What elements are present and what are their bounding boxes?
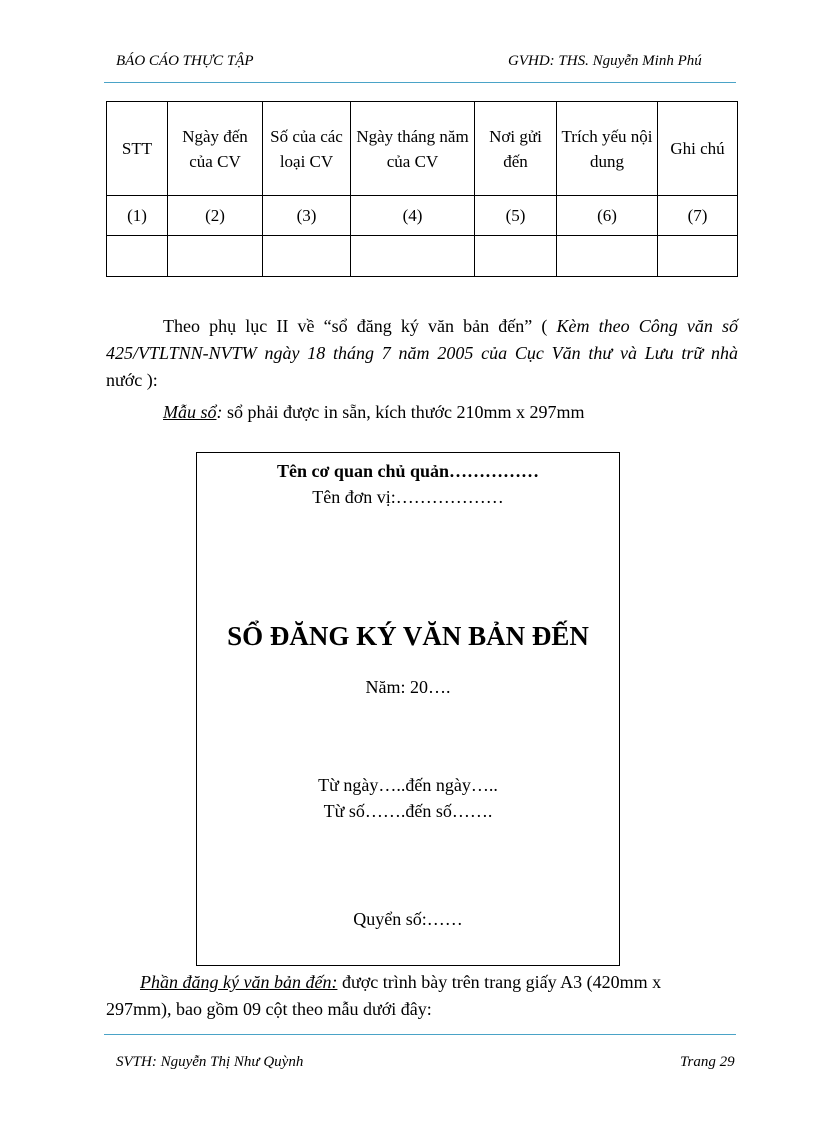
appendix-reference-a: Kèm theo Công văn số bbox=[556, 316, 738, 336]
book-sample-paragraph bbox=[163, 399, 743, 426]
register-title: SỔ ĐĂNG KÝ VĂN BẢN ĐẾN bbox=[227, 621, 589, 651]
appendix-reference-b: 425/VTLTNN-NVTW ngày 18 tháng 7 năm 2005 của Cục Văn thư và Lưu trữ nhà bbox=[106, 343, 738, 363]
table-number-cell: (5) bbox=[475, 196, 557, 236]
register-cover-form bbox=[196, 452, 620, 966]
appendix-lead: Theo phụ lục II về “sổ đăng ký văn bản đến” ( bbox=[163, 316, 557, 336]
table-empty-cell bbox=[351, 236, 475, 277]
volume-line: Quyển số:…… bbox=[353, 909, 463, 929]
date-range-line: Từ ngày…..đến ngày….. bbox=[318, 775, 498, 795]
table-empty-cell bbox=[658, 236, 738, 277]
table-number-cell: (1) bbox=[107, 196, 168, 236]
table-header-cell: Nơi gửi đến bbox=[475, 102, 557, 196]
table-header-cell: Ghi chú bbox=[658, 102, 738, 196]
document-register-table bbox=[106, 101, 738, 277]
appendix-tail: nước ): bbox=[106, 370, 158, 390]
number-range-line: Từ số…….đến số……. bbox=[323, 801, 493, 821]
header-right: GVHD: THS. Nguyễn Minh Phú bbox=[508, 53, 702, 69]
table-header-cell: Ngày đến của CV bbox=[168, 102, 263, 196]
table-empty-cell bbox=[107, 236, 168, 277]
footer-rule bbox=[104, 1034, 736, 1035]
unit-line: Tên đơn vị:……………… bbox=[312, 487, 504, 507]
table-number-cell: (3) bbox=[263, 196, 351, 236]
book-sample-colon: : bbox=[216, 402, 223, 422]
page-number: Trang 29 bbox=[680, 1054, 735, 1070]
table-empty-cell bbox=[557, 236, 658, 277]
table-number-cell: (4) bbox=[351, 196, 475, 236]
table-header-cell: STT bbox=[107, 102, 168, 196]
register-section-text-a: được trình bày trên trang giấy A3 (420mm x bbox=[337, 972, 662, 992]
table-empty-cell bbox=[168, 236, 263, 277]
table-empty-cell bbox=[263, 236, 351, 277]
appendix-paragraph bbox=[106, 313, 738, 394]
table-empty-cell bbox=[475, 236, 557, 277]
year-line: Năm: 20…. bbox=[365, 677, 451, 697]
table-header-cell: Số của các loại CV bbox=[263, 102, 351, 196]
book-sample-text: sổ phải được in sẵn, kích thước 210mm x 297mm bbox=[222, 402, 585, 422]
register-section-text-b: 297mm), bao gồm 09 cột theo mẫu dưới đây: bbox=[106, 999, 432, 1019]
governing-agency-line: Tên cơ quan chủ quản…………… bbox=[276, 461, 540, 481]
table-header-cell: Trích yếu nội dung bbox=[557, 102, 658, 196]
table-number-cell: (2) bbox=[168, 196, 263, 236]
book-sample-label: Mẫu sổ bbox=[163, 402, 217, 422]
table-number-cell: (7) bbox=[658, 196, 738, 236]
register-section-label: Phần đăng ký văn bản đến: bbox=[140, 972, 338, 992]
register-section-paragraph bbox=[106, 969, 738, 1023]
header-left: BÁO CÁO THỰC TẬP bbox=[116, 53, 254, 69]
footer-author: SVTH: Nguyễn Thị Như Quỳnh bbox=[116, 1054, 304, 1070]
table-header-cell: Ngày tháng năm của CV bbox=[351, 102, 475, 196]
table-number-cell: (6) bbox=[557, 196, 658, 236]
header-rule bbox=[104, 82, 736, 83]
